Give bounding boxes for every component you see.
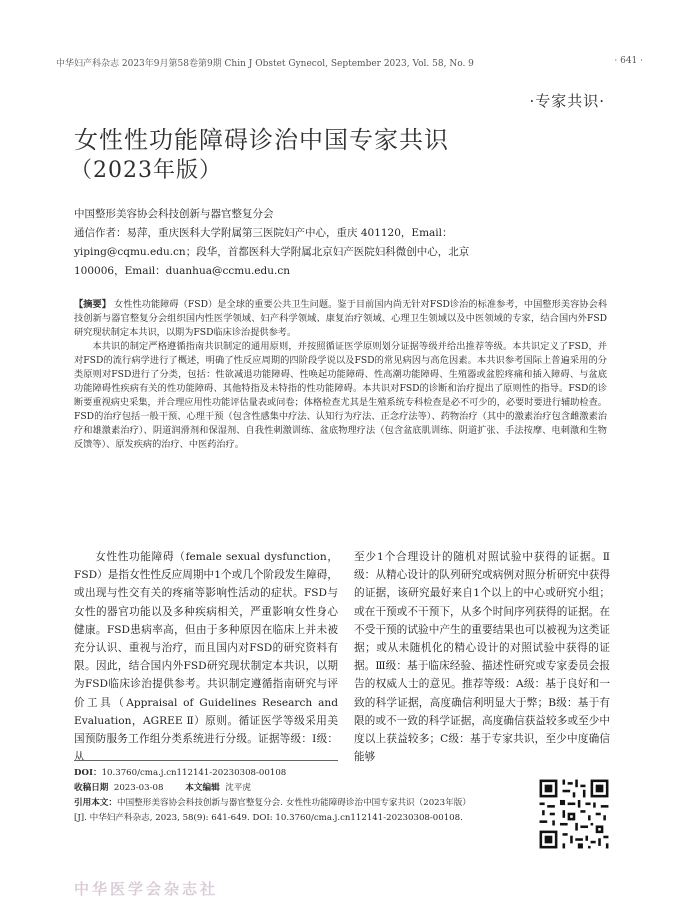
abstract-paragraph-1 [74, 298, 607, 340]
citation-line2: [J]. 中华妇产科杂志, 2023, 58(9): 641-649. DOI: 10.3760/cma.j.cn112141-20230308-00108. [74, 813, 463, 823]
journal-header: 中华妇产科杂志 2023年9月第58卷第9期 Chin J Obstet Gynecol, September 2023, Vol. 58, No. 9 [56, 59, 474, 69]
article-title-line2: （2023年版） [70, 158, 222, 183]
author-group: 中国整形美容协会科技创新与器官整复分会 [74, 208, 274, 220]
page-number: · 641 · [614, 56, 643, 66]
corresponding-author-line1: 通信作者：易萍，重庆医科大学附属第三医院妇产中心，重庆 401120，Email： [74, 227, 453, 239]
article-title-line1: 女性性功能障碍诊治中国专家共识 [74, 126, 449, 154]
abstract-label: 【摘要】 [74, 299, 111, 310]
citation-line1 [74, 796, 524, 810]
doi-label: DOI： [74, 768, 102, 778]
body-left-column: 女性性功能障碍（female sexual dysfunction，FSD）是指女性性反应周期中1个或几个阶段发生障碍，或出现与性交有关的疼痛等影响性活动的症状。FSD与女性的器官功能以及多种疾病相关，严重影响女性身心健康。FSD患病率高，但由于多种原因在临床上并未被充分认识、重视与治疗，而且国内对FSD的研究资料有限。因此，结合国内外FSD研究现状制定本共识，以期为FSD临床诊治提供参考。共识制定遵循指南研究与评价工具（Appraisal of Guidelines Research and Evaluation，AGREE Ⅱ）原则。循证医学等级采用美国预防服务工作组分类系统进行分级。证据等级：Ⅰ级：从 [74, 551, 338, 764]
abstract-paragraph-2: 本共识的制定严格遵循指南共识制定的通用原则，并按照循证医学原则划分证据等级并给出推荐等级。本共识定义了FSD，并对FSD的流行病学进行了概述，明确了性反应周期的四阶段学说以及FSD的常见病因与高危因素。本共识参考国际上普遍采用的分类原则对FSD进行了分类，包括：性欲减退功能障碍、性唤起功能障碍、性高潮功能障碍、生殖器或盆腔疼痛和插入障碍、与盆底功能障碍性疾病有关的性功能障碍、其他特指及未特指的性功能障碍。本共识对FSD的诊断和治疗提出了原则性的指导。FSD的诊断要重视病史采集，并合理应用性功能评估量表或问卷；体格检查尤其是生殖系统专科检查是必不可少的，必要时要进行辅助检查。FSD的治疗包括一般干预、心理干预（包含性感集中疗法、认知行为疗法、正念疗法等）、药物治疗（其中的激素治疗包含雌激素治疗和雄激素治疗）、阴道润滑剂和保湿剂、自我性刺激训练、盆底物理疗法（包含盆底肌训练、阴道扩张、手法按摩、电刺激和生物反馈等）、原发疾病的治疗、中医药治疗。 [74, 341, 607, 450]
footnote-divider [74, 760, 338, 761]
doi-line [74, 766, 286, 780]
citation-text: 中国整形美容协会科技创新与器官整复分会. 女性性功能障碍诊治中国专家共识（2023年版） [116, 798, 471, 808]
editor-label: 本文编辑 [185, 783, 220, 793]
corresponding-author-line2: yiping@cqmu.edu.cn；段华，首都医科大学附属北京妇产医院妇科微创中心，北京 [74, 246, 470, 258]
body-right-column: 至少1个合理设计的随机对照试验中获得的证据。Ⅱ级：从精心设计的队列研究或病例对照分析研究中获得的证据，该研究最好来自1个以上的中心或研究小组；或在干预或不干预下，从多个时间序列获得的证据。在不受干预的试验中产生的重要结果也可以被视为这类证据；或从未随机化的精心设计的对照试验中获得的证据。Ⅲ级：基于临床经验、描述性研究或专家委员会报告的权威人士的意见。推荐等级：A级：基于良好和一致的科学证据，高度确信利明显大于弊；B级：基于有限的或不一致的科学证据，高度确信获益较多或至少中度以上获益较多；C级：基于专家共识，至少中度确信能够 [354, 551, 610, 764]
received-line [74, 781, 251, 795]
citation-label: 引用本文： [74, 798, 117, 808]
editor-name: 沈平虎 [225, 783, 251, 793]
received-label: 收稿日期 [74, 783, 109, 793]
abstract-text-1: 女性性功能障碍（FSD）是全球的重要公共卫生问题。鉴于目前国内尚无针对FSD诊治的标准参考，中国整形美容协会科技创新与器官整复分会组织国内性医学领域、妇产科学领域、康复治疗领域、心理卫生领域以及中医领域的专家，结合国内外FSD研究现状制定本共识，以期为FSD临床诊治提供参考。 [74, 299, 608, 338]
doi-value[interactable]: 10.3760/cma.j.cn112141-20230308-00108 [101, 768, 287, 778]
publisher-watermark: 中华医学会杂志社 [74, 880, 219, 898]
received-date: 2023-03-08 [113, 783, 164, 793]
corresponding-author-line3: 100006，Email：duanhua@ccmu.edu.cn [74, 265, 290, 277]
qr-code [537, 777, 611, 851]
section-tag: ·专家共识· [529, 92, 605, 110]
